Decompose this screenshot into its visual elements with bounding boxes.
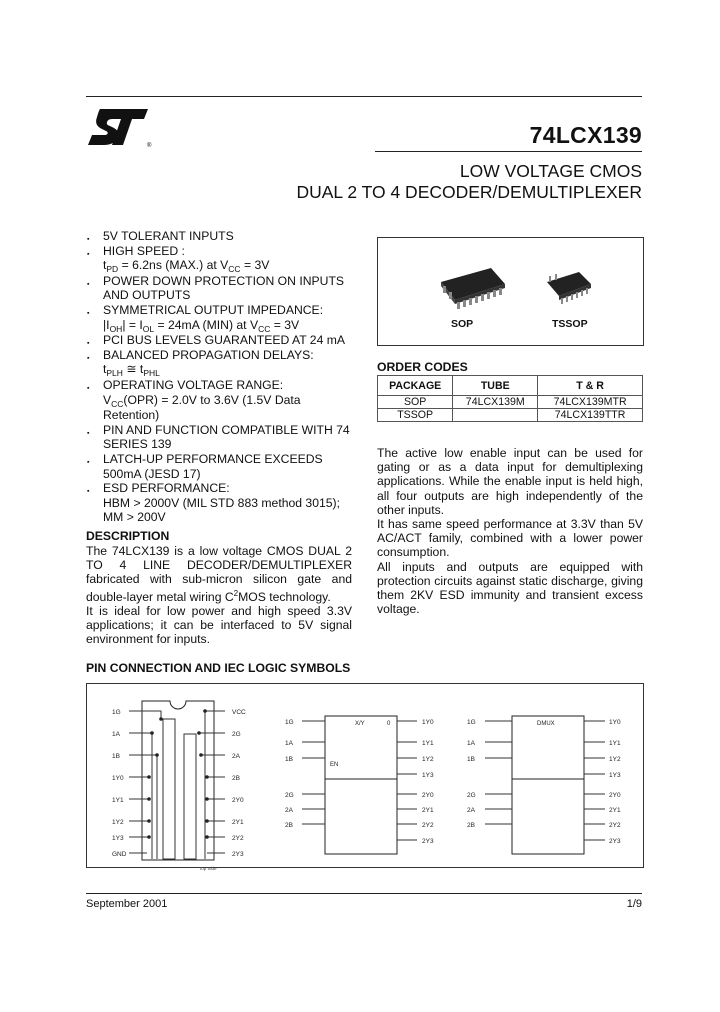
iec1-out-1y0: 1Y0 [422,719,434,726]
iec2-out-2y2: 2Y2 [609,822,621,829]
pin-label-1y2: 1Y2 [112,819,124,826]
iec1-out-1y3: 1Y3 [422,772,434,779]
order-codes-table [377,375,643,422]
pin-label-1y3: 1Y3 [112,835,124,842]
ic-left-pin-labels [112,709,127,858]
pin-connection-box [86,683,644,871]
svg-text:®: ® [147,143,152,149]
sop-label: SOP [451,318,474,330]
subtitle-line-2: DUAL 2 TO 4 DECODER/DEMULTIPLEXER [296,182,642,202]
sop-package-image [433,260,511,316]
ic-right-pin-labels [232,709,246,858]
iec2-out-1y2: 1Y2 [609,756,621,763]
feature-item: ▪ PCI BUS LEVELS GUARANTEED AT 24 mA [87,333,346,348]
order-codes-title: ORDER CODES [377,360,468,374]
table-header-package: PACKAGE [378,376,453,396]
iec1-in-2g: 2G [285,792,294,799]
feature-item: ▪ OPERATING VOLTAGE RANGE: $V_{CC}(OPR) = 2.0V$ to 3.6V (1.5V Data Retention) [87,377,301,423]
feature-item: ▪ PIN AND FUNCTION COMPATIBLE WITH 74 SERIES 139 [87,422,350,452]
iec2-out-2y0: 2Y0 [609,792,621,799]
iec2-header: DMUX [537,721,555,727]
iec2-out-1y0: 1Y0 [609,719,621,726]
pin-label-gnd: GND [112,851,127,858]
pin-label-1a: 1A [112,731,120,738]
iec2-out-2y3: 2Y3 [609,838,621,845]
pin-label-2g: 2G [232,731,241,738]
iec2-out-2y1: 2Y1 [609,807,621,814]
iec1-out-2y1: 2Y1 [422,807,434,814]
ic-package-outline [142,701,214,860]
iec1-in-2a: 2A [285,807,293,814]
iec1-in-1a: 1A [285,740,293,747]
iec1-in-2b: 2B [285,822,293,829]
pin-connection-diagram [87,684,643,871]
pin-label-1b: 1B [112,753,120,760]
pin-connection-title: PIN CONNECTION AND IEC LOGIC SYMBOLS [86,661,351,675]
st-logo [86,107,154,149]
iec1-out-1y2: 1Y2 [422,756,434,763]
feature-item: ▪ SYMMETRICAL OUTPUT IMPEDANCE: $|I_{OH}| = I_{OL} = 24mA$ (MIN) at $V_{CC} = 3V$ [87,302,324,334]
feature-item: ▪ BALANCED PROPAGATION DELAYS: $t_{PLH}$ ≅ $t_{PHL}$ [87,347,314,379]
feature-item: ▪ HIGH SPEED : $t_{PD} = 6.2ns$ (MAX.) at $V_{CC} = 3V$ [87,243,270,275]
ic-internal-wiring [129,711,225,859]
pin-label-1g: 1G [112,709,121,716]
table-cell: 74LCX139MTR [538,396,643,409]
iec1-out-1y1: 1Y1 [422,740,434,747]
ic-caption: Top Side [199,866,217,871]
sop-chip [441,268,505,309]
feature-item: ▪ 5V TOLERANT INPUTS [87,229,234,243]
iec1-in-1g: 1G [285,719,294,726]
table-cell [453,409,538,422]
subtitle-line-1: LOW VOLTAGE CMOS [459,161,642,181]
footer-page-number: 1/9 [626,898,642,910]
ic-pin-dots [147,709,209,839]
iec2-out-1y1: 1Y1 [609,740,621,747]
features-list [86,229,356,525]
pin-label-2y0: 2Y0 [232,797,244,804]
table-cell: SOP [378,396,453,409]
iec1-in-1b: 1B [285,756,293,763]
iec1-out-2y0: 2Y0 [422,792,434,799]
iec1-out-2y3: 2Y3 [422,838,434,845]
iec-symbol-2 [467,716,621,854]
table-cell: 74LCX139M [453,396,538,409]
iec2-out-1y3: 1Y3 [609,772,621,779]
right-paragraph-3: All inputs and outputs are equipped with protection circuits against static discharge, giving them 2KV ESD immunity and transient excess voltage. [377,559,643,617]
iec-symbol-1 [285,716,434,854]
title-rule [375,151,642,152]
right-paragraph-1: The active low enable input can be used for gating or as a data input for demultiplexing applications. While the enable input is held high, all four outputs are high independently of the other inputs. [377,446,643,517]
table-cell: 74LCX139TTR [538,409,643,422]
footer-rule [86,893,642,894]
right-description [377,446,643,616]
iec1-header: X/Y [355,721,365,727]
right-paragraph-2: It has same speed performance at 3.3V than 5V AC/ACT family, combined with a lower power consumption. [377,517,643,560]
pin-label-2y3: 2Y3 [232,851,244,858]
table-row [378,396,643,409]
feature-item: ▪ POWER DOWN PROTECTION ON INPUTS AND OUTPUTS [87,273,345,303]
feature-item: ▪ ESD PERFORMANCE: HBM > 2000V (MIL STD 883 method 3015); MM > 200V [87,481,340,525]
iec1-label-en: EN [330,762,339,768]
table-cell: TSSOP [378,409,453,422]
table-header-tube: TUBE [453,376,538,396]
part-number: 74LCX139 [529,122,642,148]
iec2-in-2b: 2B [467,822,475,829]
pin-label-2b: 2B [232,775,240,782]
iec2-in-2a: 2A [467,807,475,814]
iec2-in-1g: 1G [467,719,476,726]
tssop-label: TSSOP [552,318,588,330]
table-row [378,409,643,422]
package-box [377,237,644,346]
pin-label-2y2: 2Y2 [232,835,244,842]
pin-label-2y1: 2Y1 [232,819,244,826]
table-header-row [378,376,643,396]
footer-date: September 2001 [86,898,168,910]
table-header-tr: T & R [538,376,643,396]
pin-label-1y0: 1Y0 [112,775,124,782]
description-text: The 74LCX139 is a low voltage CMOS DUAL 2 TO 4 LINE DECODER/DEMULTIPLEXER fabricated with sub-micron silicon gate and double-layer metal wiring $C^2MOS$ technology. It is ideal for low power and high speed 3.3V applications; it can be interfaced to 5V signal environment for inputs. [86,544,352,647]
description-title: DESCRIPTION [86,529,170,543]
iec2-in-2g: 2G [467,792,476,799]
iec1-out-2y2: 2Y2 [422,822,434,829]
iec2-in-1a: 1A [467,740,475,747]
tssop-package-image [541,262,601,312]
iec1-label-0: 0 [387,721,391,727]
feature-item: ▪ LATCH-UP PERFORMANCE EXCEEDS 500mA (JESD 17) [87,451,323,481]
pin-label-1y1: 1Y1 [112,797,124,804]
iec2-in-1b: 1B [467,756,475,763]
top-rule [86,96,642,97]
pin-label-vcc: VCC [232,709,246,716]
pin-label-2a: 2A [232,753,240,760]
